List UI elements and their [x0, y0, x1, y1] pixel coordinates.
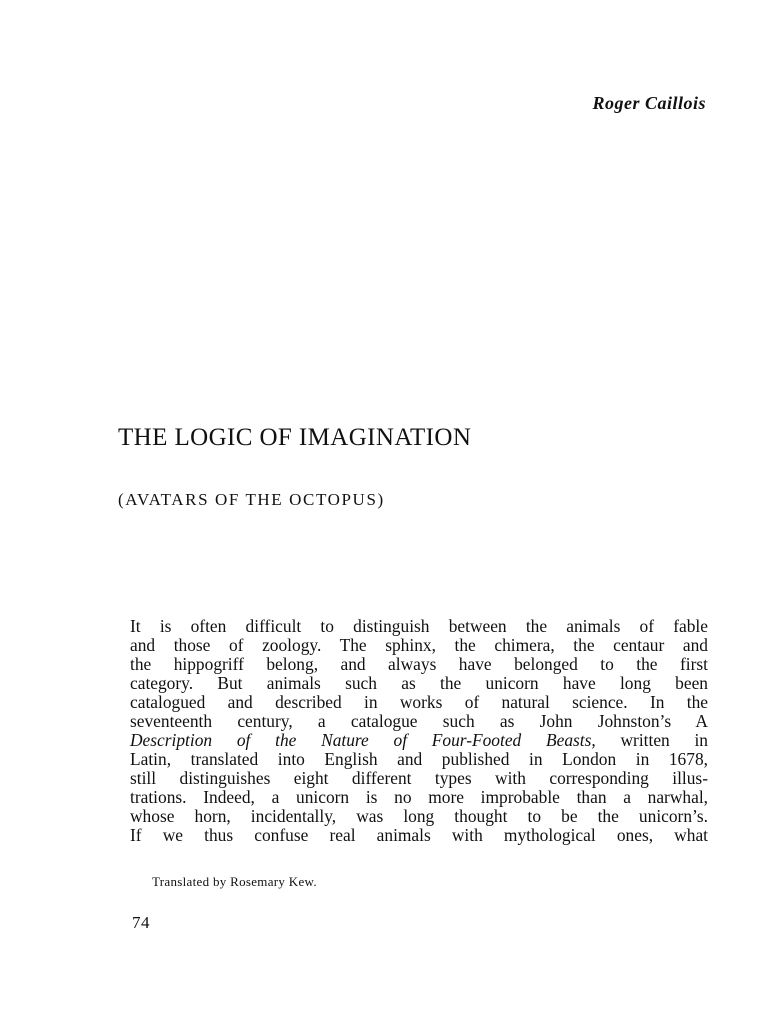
- body-line: whose horn, incidentally, was long thought to be the unicorn’s.: [130, 806, 708, 826]
- body-paragraph: [130, 617, 708, 845]
- body-line: If we thus confuse real animals with mythological ones, what: [130, 825, 708, 845]
- body-line: seventeenth century, a catalogue such as John Johnston’s A: [130, 711, 708, 731]
- body-line: and those of zoology. The sphinx, the chimera, the centaur and: [130, 635, 708, 655]
- article-title: THE LOGIC OF IMAGINATION: [118, 424, 472, 451]
- body-line: [130, 731, 708, 750]
- body-line-rest: written in: [595, 730, 708, 750]
- page-number: 74: [132, 913, 150, 932]
- author-name: Roger Caillois: [592, 93, 706, 113]
- translator-footnote: Translated by Rosemary Kew.: [152, 874, 317, 889]
- body-line: category. But animals such as the unicorn have long been: [130, 673, 708, 693]
- body-line: trations. Indeed, a unicorn is no more improbable than a narwhal,: [130, 787, 708, 807]
- body-line: the hippogriff belong, and always have belonged to the first: [130, 654, 708, 674]
- body-line: It is often difficult to distinguish between the animals of fable: [130, 616, 708, 636]
- body-line: Latin, translated into English and published in London in 1678,: [130, 749, 708, 769]
- body-line: catalogued and described in works of natural science. In the: [130, 692, 708, 712]
- body-line: still distinguishes eight different types with corresponding illus-: [130, 768, 708, 788]
- book-title-italic: Description of the Nature of Four-Footed Beasts,: [130, 730, 596, 750]
- article-subtitle: (AVATARS OF THE OCTOPUS): [118, 490, 385, 509]
